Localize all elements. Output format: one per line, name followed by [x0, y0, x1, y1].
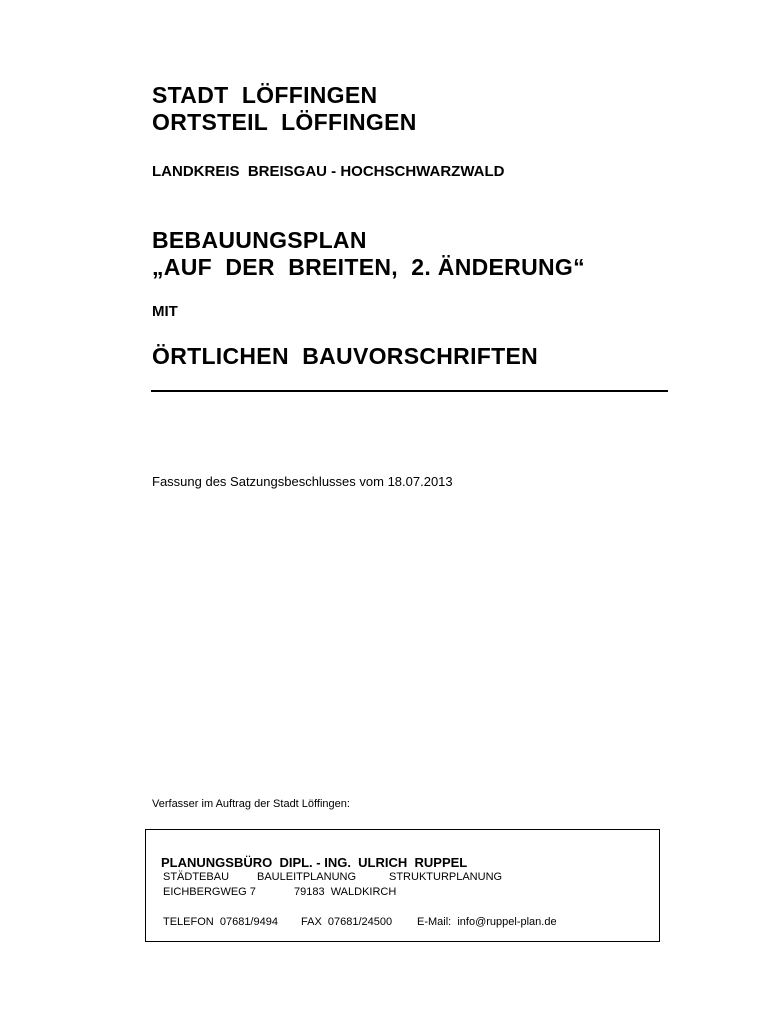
district-part-title: ORTSTEIL LÖFFINGEN — [152, 109, 417, 135]
office-box — [145, 829, 660, 942]
author-note: Verfasser im Auftrag der Stadt Löffingen: — [152, 798, 350, 810]
office-service: BAULEITPLANUNG — [257, 871, 357, 883]
office-phone: TELEFON 07681/9494 — [163, 916, 278, 928]
plan-name-title: „AUF DER BREITEN, 2. ÄNDERUNG“ — [152, 254, 585, 280]
regulations-title: ÖRTLICHEN BAUVORSCHRIFTEN — [152, 343, 539, 369]
office-email[interactable]: E-Mail: info@ruppel-plan.de — [417, 916, 557, 928]
office-fax: FAX 07681/24500 — [301, 916, 393, 928]
office-service: STRUKTURPLANUNG — [389, 871, 503, 883]
city-title: STADT LÖFFINGEN — [152, 82, 378, 108]
office-city: 79183 WALDKIRCH — [294, 886, 397, 898]
title-divider — [151, 390, 668, 392]
office-street: EICHBERGWEG 7 — [163, 886, 256, 898]
county-name: LANDKREIS BREISGAU - HOCHSCHWARZWALD — [152, 163, 505, 180]
office-service: STÄDTEBAU — [163, 871, 230, 883]
version-text: Fassung des Satzungsbeschlusses vom 18.07.2013 — [152, 474, 453, 489]
connector-text: MIT — [152, 303, 178, 320]
office-name: PLANUNGSBÜRO DIPL. - ING. ULRICH RUPPEL — [161, 855, 468, 870]
plan-type-title: BEBAUUNGSPLAN — [152, 227, 367, 253]
